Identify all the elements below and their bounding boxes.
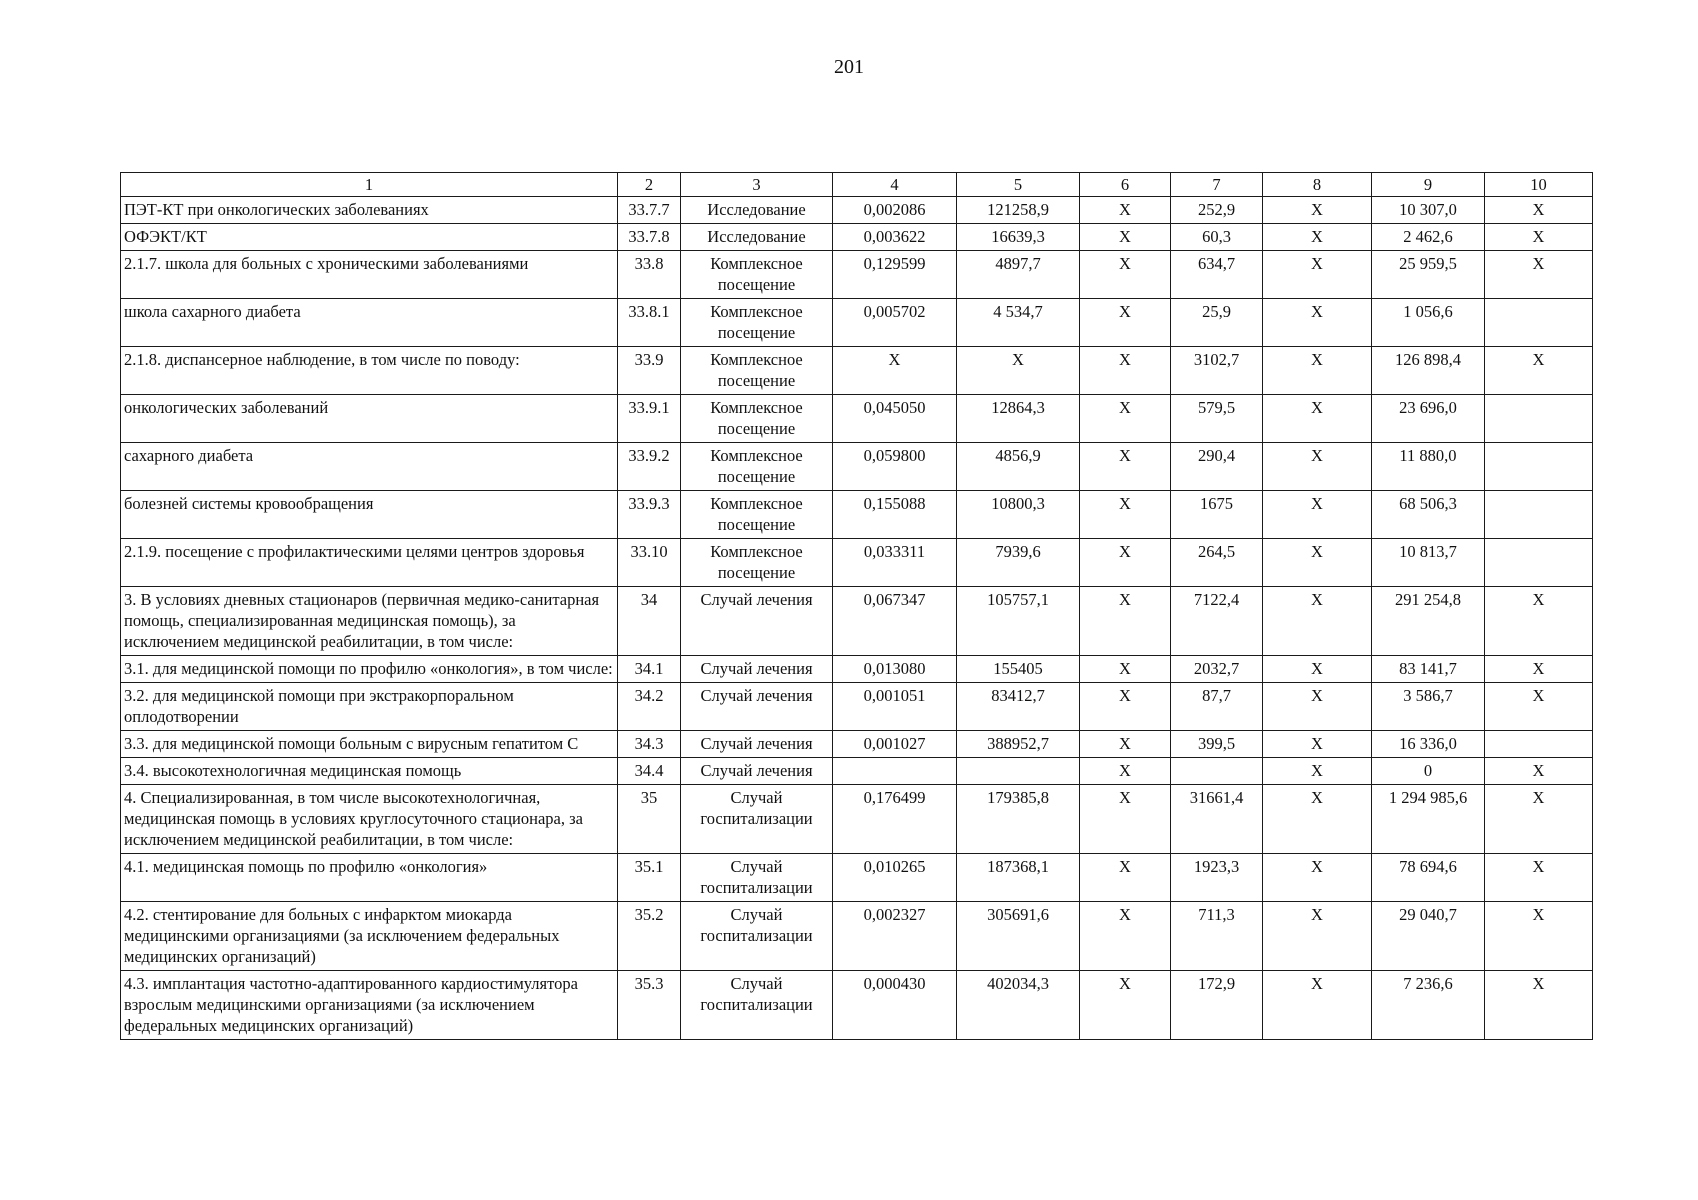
table-header-row [121,173,1593,197]
cell-unit: Исследование [681,224,833,251]
cell-col8: X [1263,491,1372,539]
cell-indicator: 4.1. медицинская помощь по профилю «онкология» [121,854,618,902]
header-cell-6: 6 [1080,173,1171,197]
cell-indicator: 2.1.9. посещение с профилактическими целями центров здоровья [121,539,618,587]
cell-row-number: 35.3 [618,971,681,1040]
cell-cost: 10800,3 [957,491,1080,539]
cell-col10: X [1485,785,1593,854]
cell-unit: Случай госпитализации [681,971,833,1040]
cell-col6: X [1080,395,1171,443]
header-cell-3: 3 [681,173,833,197]
cell-col6: X [1080,971,1171,1040]
cell-row-number: 33.8.1 [618,299,681,347]
cell-norm [833,758,957,785]
cell-col9: 11 880,0 [1372,443,1485,491]
cell-col6: X [1080,656,1171,683]
table-row [121,395,1593,443]
cell-row-number: 33.9 [618,347,681,395]
table-row [121,785,1593,854]
cell-col10: X [1485,758,1593,785]
cell-unit: Случай лечения [681,683,833,731]
cell-col8: X [1263,785,1372,854]
cell-cost: 155405 [957,656,1080,683]
cell-col10 [1485,299,1593,347]
cell-col7: 87,7 [1171,683,1263,731]
cell-indicator: онкологических заболеваний [121,395,618,443]
page-number: 201 [834,56,864,78]
cell-cost: 83412,7 [957,683,1080,731]
cell-norm: 0,155088 [833,491,957,539]
cell-col9: 29 040,7 [1372,902,1485,971]
cell-indicator: сахарного диабета [121,443,618,491]
cell-indicator: 4.3. имплантация частотно-адаптированного кардиостимулятора взрослым медицинскими организациями (за исключением федеральных медицинских организаций) [121,971,618,1040]
cell-cost: 4 534,7 [957,299,1080,347]
cell-unit: Исследование [681,197,833,224]
cell-col8: X [1263,902,1372,971]
cell-col6: X [1080,197,1171,224]
cell-col10 [1485,731,1593,758]
cell-cost: 4897,7 [957,251,1080,299]
cell-norm: 0,033311 [833,539,957,587]
cell-unit: Комплексное посещение [681,347,833,395]
cell-col7: 711,3 [1171,902,1263,971]
cell-col6: X [1080,491,1171,539]
cell-col7: 172,9 [1171,971,1263,1040]
cell-col10: X [1485,683,1593,731]
cell-row-number: 33.7.7 [618,197,681,224]
cell-row-number: 35.2 [618,902,681,971]
cell-cost: 388952,7 [957,731,1080,758]
cell-norm: 0,059800 [833,443,957,491]
cell-col10: X [1485,224,1593,251]
cell-col10: X [1485,251,1593,299]
cell-col10 [1485,395,1593,443]
cell-col7: 31661,4 [1171,785,1263,854]
cell-col9: 7 236,6 [1372,971,1485,1040]
header-cell-4: 4 [833,173,957,197]
cell-col8: X [1263,395,1372,443]
cell-unit: Комплексное посещение [681,491,833,539]
cell-unit: Комплексное посещение [681,395,833,443]
cell-norm: 0,176499 [833,785,957,854]
header-cell-2: 2 [618,173,681,197]
cell-col7: 290,4 [1171,443,1263,491]
cell-row-number: 35 [618,785,681,854]
cell-row-number: 33.9.1 [618,395,681,443]
table-row [121,347,1593,395]
cell-norm: 0,045050 [833,395,957,443]
table-row [121,971,1593,1040]
table-row [121,731,1593,758]
cell-row-number: 33.10 [618,539,681,587]
table-row [121,539,1593,587]
cell-col9: 0 [1372,758,1485,785]
cell-col8: X [1263,587,1372,656]
cell-col8: X [1263,758,1372,785]
cell-indicator: 3.4. высокотехнологичная медицинская помощь [121,758,618,785]
cell-col6: X [1080,224,1171,251]
cell-cost: 187368,1 [957,854,1080,902]
cell-col10 [1485,491,1593,539]
header-cell-8: 8 [1263,173,1372,197]
cell-col10: X [1485,902,1593,971]
cell-col6: X [1080,443,1171,491]
cell-unit: Случай лечения [681,656,833,683]
cell-cost: 16639,3 [957,224,1080,251]
cell-row-number: 34 [618,587,681,656]
cell-cost: 305691,6 [957,902,1080,971]
table-row [121,902,1593,971]
cell-col7: 3102,7 [1171,347,1263,395]
cell-col7: 399,5 [1171,731,1263,758]
cell-col9: 25 959,5 [1372,251,1485,299]
cell-unit: Случай госпитализации [681,854,833,902]
cell-col10 [1485,539,1593,587]
cell-col9: 16 336,0 [1372,731,1485,758]
cell-col8: X [1263,854,1372,902]
cell-indicator: 3.3. для медицинской помощи больным с вирусным гепатитом С [121,731,618,758]
cell-indicator: 3.1. для медицинской помощи по профилю «онкология», в том числе: [121,656,618,683]
cell-unit: Комплексное посещение [681,539,833,587]
cell-col7 [1171,758,1263,785]
cell-col9: 68 506,3 [1372,491,1485,539]
cell-norm: 0,002327 [833,902,957,971]
cell-norm: 0,129599 [833,251,957,299]
cell-col6: X [1080,587,1171,656]
cell-col9: 126 898,4 [1372,347,1485,395]
cell-col6: X [1080,347,1171,395]
cell-cost [957,758,1080,785]
table-row [121,251,1593,299]
cell-norm: 0,002086 [833,197,957,224]
cell-cost: 4856,9 [957,443,1080,491]
cell-col8: X [1263,224,1372,251]
header-cell-7: 7 [1171,173,1263,197]
cell-unit: Комплексное посещение [681,299,833,347]
cell-col8: X [1263,251,1372,299]
cell-col8: X [1263,731,1372,758]
cell-norm: 0,001051 [833,683,957,731]
cell-cost: 7939,6 [957,539,1080,587]
cell-col10: X [1485,347,1593,395]
cell-col10: X [1485,656,1593,683]
cell-col8: X [1263,197,1372,224]
cell-norm: 0,013080 [833,656,957,683]
cell-norm: 0,005702 [833,299,957,347]
cell-col6: X [1080,299,1171,347]
cell-unit: Случай лечения [681,587,833,656]
cell-col6: X [1080,731,1171,758]
cell-col9: 1 294 985,6 [1372,785,1485,854]
cell-col8: X [1263,971,1372,1040]
table-row [121,656,1593,683]
cell-col6: X [1080,539,1171,587]
cell-cost: 121258,9 [957,197,1080,224]
cell-col6: X [1080,758,1171,785]
cell-col9: 23 696,0 [1372,395,1485,443]
cell-col6: X [1080,902,1171,971]
cell-cost: 12864,3 [957,395,1080,443]
cell-unit: Случай госпитализации [681,785,833,854]
cell-norm: 0,003622 [833,224,957,251]
cell-col8: X [1263,656,1372,683]
cell-col10: X [1485,197,1593,224]
cell-col9: 10 307,0 [1372,197,1485,224]
cell-indicator: 3. В условиях дневных стационаров (первичная медико-санитарная помощь, специализированная медицинская помощь), за исключением медицинской реабилитации, в том числе: [121,587,618,656]
cell-indicator: болезней системы кровообращения [121,491,618,539]
cell-norm: 0,000430 [833,971,957,1040]
cell-col9: 3 586,7 [1372,683,1485,731]
cell-unit: Комплексное посещение [681,251,833,299]
cell-indicator: 2.1.7. школа для больных с хроническими заболеваниями [121,251,618,299]
table-row [121,443,1593,491]
table-row [121,683,1593,731]
header-cell-10: 10 [1485,173,1593,197]
cell-col7: 25,9 [1171,299,1263,347]
cell-unit: Случай лечения [681,758,833,785]
cell-col6: X [1080,251,1171,299]
table-row [121,197,1593,224]
cell-indicator: ОФЭКТ/КТ [121,224,618,251]
cell-col6: X [1080,854,1171,902]
table-row [121,758,1593,785]
cell-row-number: 34.2 [618,683,681,731]
cell-col10: X [1485,587,1593,656]
cell-indicator: ПЭТ-КТ при онкологических заболеваниях [121,197,618,224]
cell-indicator: 4. Специализированная, в том числе высокотехнологичная, медицинская помощь в условиях круглосуточного стационара, за исключением медицинской реабилитации, в том числе: [121,785,618,854]
table-body [121,173,1593,1040]
cell-cost: 402034,3 [957,971,1080,1040]
cell-col9: 78 694,6 [1372,854,1485,902]
cell-row-number: 34.1 [618,656,681,683]
cell-unit: Комплексное посещение [681,443,833,491]
cell-col9: 291 254,8 [1372,587,1485,656]
cell-norm: X [833,347,957,395]
cell-indicator: 4.2. стентирование для больных с инфарктом миокарда медицинскими организациями (за исключением федеральных медицинских организаций) [121,902,618,971]
cell-col7: 252,9 [1171,197,1263,224]
table-row [121,854,1593,902]
cell-col7: 1675 [1171,491,1263,539]
cell-col10: X [1485,854,1593,902]
header-cell-9: 9 [1372,173,1485,197]
table-row [121,491,1593,539]
cell-row-number: 34.3 [618,731,681,758]
cell-col7: 2032,7 [1171,656,1263,683]
cell-col8: X [1263,443,1372,491]
cell-col9: 1 056,6 [1372,299,1485,347]
table-row [121,587,1593,656]
cell-row-number: 35.1 [618,854,681,902]
cell-cost: X [957,347,1080,395]
cell-norm: 0,001027 [833,731,957,758]
cell-norm: 0,010265 [833,854,957,902]
cell-col6: X [1080,785,1171,854]
cell-col8: X [1263,539,1372,587]
cell-indicator: 2.1.8. диспансерное наблюдение, в том числе по поводу: [121,347,618,395]
cell-col8: X [1263,683,1372,731]
cell-col7: 634,7 [1171,251,1263,299]
cell-col9: 83 141,7 [1372,656,1485,683]
cell-col10 [1485,443,1593,491]
cell-row-number: 34.4 [618,758,681,785]
cell-row-number: 33.7.8 [618,224,681,251]
table-row [121,224,1593,251]
header-cell-5: 5 [957,173,1080,197]
cell-row-number: 33.8 [618,251,681,299]
cell-col7: 579,5 [1171,395,1263,443]
cell-row-number: 33.9.3 [618,491,681,539]
cell-row-number: 33.9.2 [618,443,681,491]
cell-col7: 60,3 [1171,224,1263,251]
cell-col10: X [1485,971,1593,1040]
cell-unit: Случай госпитализации [681,902,833,971]
cell-col8: X [1263,347,1372,395]
cell-col9: 2 462,6 [1372,224,1485,251]
cell-norm: 0,067347 [833,587,957,656]
table-row [121,299,1593,347]
cell-cost: 105757,1 [957,587,1080,656]
cell-indicator: школа сахарного диабета [121,299,618,347]
cell-col6: X [1080,683,1171,731]
cell-col7: 1923,3 [1171,854,1263,902]
cell-col9: 10 813,7 [1372,539,1485,587]
cell-col7: 264,5 [1171,539,1263,587]
data-table [120,172,1593,1040]
cell-indicator: 3.2. для медицинской помощи при экстракорпоральном оплодотворении [121,683,618,731]
cell-cost: 179385,8 [957,785,1080,854]
cell-col7: 7122,4 [1171,587,1263,656]
header-cell-1: 1 [121,173,618,197]
cell-col8: X [1263,299,1372,347]
cell-unit: Случай лечения [681,731,833,758]
